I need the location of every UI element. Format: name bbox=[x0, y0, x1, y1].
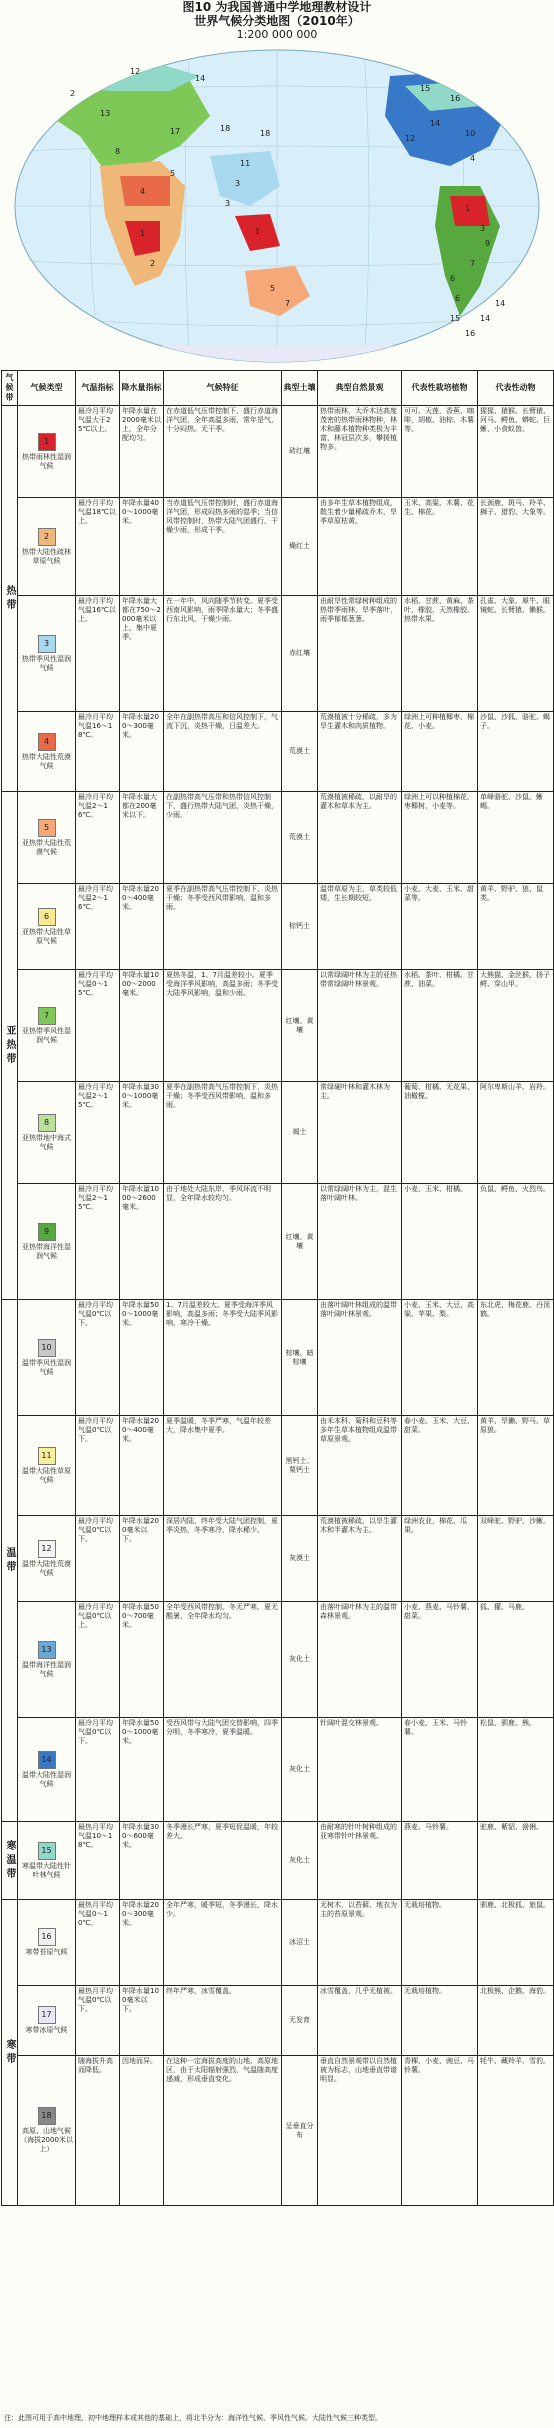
table-row bbox=[2, 792, 554, 884]
temp-cell: 最冷月平均气温0℃以上。 bbox=[76, 1602, 120, 1718]
animal-cell: 黄羊、旱獭、野马、草原狼。 bbox=[478, 1416, 554, 1516]
landscape-cell: 以常绿阔叶林为主的亚热带常绿阔叶林景观。 bbox=[318, 970, 402, 1082]
precip-cell: 年降水量500～1000毫米。 bbox=[120, 1300, 164, 1416]
feature-cell: 夏热冬温，1、7月温差较小。夏季受海洋季风影响，高温多雨；冬季受大陆季风影响，温和少雨。 bbox=[164, 970, 282, 1082]
col-header: 气温指标 bbox=[76, 371, 120, 406]
animal-cell: 负鼠、鳄鱼、火烈鸟。 bbox=[478, 1184, 554, 1300]
animal-cell: 沙鼠、沙狐、骆驼、蝎子。 bbox=[478, 712, 554, 792]
precip-cell: 年降水量大都在750～2000毫米以上，集中夏季。 bbox=[120, 596, 164, 712]
temp-cell: 最冷月平均气温2～16℃。 bbox=[76, 884, 120, 970]
landscape-cell: 由耐旱性常绿树种组成的热带季雨林，旱季落叶，雨季郁郁葱葱。 bbox=[318, 596, 402, 712]
landscape-cell: 无树木，以苔藓、地衣为主的苔原景观。 bbox=[318, 1900, 402, 1986]
feature-cell: 受西风带与大陆气团交替影响，四季分明，冬季寒冷，夏季温暖。 bbox=[164, 1718, 282, 1822]
soil-cell: 棕钙土 bbox=[282, 884, 318, 970]
map-label: 15 bbox=[420, 84, 431, 93]
legend-swatch: 12 bbox=[38, 1540, 56, 1558]
precip-cell: 因地而异。 bbox=[120, 2056, 164, 2206]
feature-cell: 深居内陆，终年受大陆气团控制，夏季炎热，冬季寒冷，降水稀少。 bbox=[164, 1516, 282, 1602]
crop-cell: 小麦、玉米、大豆、高粱、苹果、梨。 bbox=[402, 1300, 478, 1416]
climate-type-name: 温带大陆性草原气候 bbox=[22, 1466, 71, 1484]
landscape-cell: 垂直自然景观带以自然植被为标志，山地垂直带谱明显。 bbox=[318, 2056, 402, 2206]
table-row bbox=[2, 712, 554, 792]
crop-cell: 小麦、大麦、玉米、甜菜等。 bbox=[402, 884, 478, 970]
legend-swatch: 14 bbox=[38, 1751, 56, 1769]
climate-type-cell bbox=[18, 1082, 76, 1184]
table-header-row bbox=[2, 371, 554, 406]
precip-cell: 年降水量400～1000毫米。 bbox=[120, 498, 164, 596]
legend-swatch: 8 bbox=[38, 1114, 56, 1132]
table-row bbox=[2, 884, 554, 970]
legend-swatch: 16 bbox=[38, 1928, 56, 1946]
map-label: 7 bbox=[470, 259, 476, 268]
animal-cell: 北极熊、企鹅、海豹。 bbox=[478, 1986, 554, 2056]
crop-cell: 春小麦、玉米、大豆、甜菜。 bbox=[402, 1416, 478, 1516]
soil-cell: 红壤、黄壤 bbox=[282, 1184, 318, 1300]
feature-cell: 夏季在副热带高气压带控制下，炎热干燥；冬季受西风带影响，温和多雨。 bbox=[164, 884, 282, 970]
climate-zone-cell: 热带 bbox=[2, 406, 18, 792]
temp-cell: 最冷月平均气温2～15℃。 bbox=[76, 1082, 120, 1184]
col-header: 气候特征 bbox=[164, 371, 282, 406]
climate-type-cell bbox=[18, 1516, 76, 1602]
map-label: 2 bbox=[70, 89, 76, 98]
precip-cell: 年降水量200毫米以下。 bbox=[120, 1516, 164, 1602]
landscape-cell: 荒漠植被稀疏，以耐旱的灌木和草本为主。 bbox=[318, 792, 402, 884]
climate-type-cell bbox=[18, 792, 76, 884]
soil-cell: 灰化土 bbox=[282, 1602, 318, 1718]
landscape-cell: 由多年生草本植物组成，散生着少量稀疏乔木，旱季草原枯黄。 bbox=[318, 498, 402, 596]
animal-cell: 单峰骆驼、沙鼠、蜥蜴。 bbox=[478, 792, 554, 884]
climate-table-wrap bbox=[0, 370, 554, 2206]
temp-cell: 最热月平均气温0～10℃。 bbox=[76, 1900, 120, 1986]
animal-cell: 大熊猫、金丝猴、扬子鳄、穿山甲。 bbox=[478, 970, 554, 1082]
feature-cell: 在一年中，风向随季节转变。夏季受西南风影响，雨季降水量大；冬季盛行东北风，干燥少雨。 bbox=[164, 596, 282, 712]
animal-cell: 东北虎、梅花鹿、丹顶鹤。 bbox=[478, 1300, 554, 1416]
soil-cell: 褐土 bbox=[282, 1082, 318, 1184]
animal-cell: 牦牛、藏羚羊、雪豹。 bbox=[478, 2056, 554, 2206]
map-label: 16 bbox=[465, 329, 476, 338]
col-header: 气候类型 bbox=[18, 371, 76, 406]
map-label: 4 bbox=[140, 187, 146, 196]
climate-type-name: 寒温带大陆性针叶林气候 bbox=[22, 1861, 71, 1879]
map-label: 6 bbox=[455, 294, 461, 303]
landscape-cell: 冰雪覆盖，几乎无植被。 bbox=[318, 1986, 402, 2056]
crop-cell: 青稞、小麦、豌豆、马铃薯。 bbox=[402, 2056, 478, 2206]
table-row bbox=[2, 498, 554, 596]
col-header: 代表性栽培植物 bbox=[402, 371, 478, 406]
feature-cell: 夏季在副热带高气压带控制下，炎热干燥；冬季受西风带影响，温和多雨。 bbox=[164, 1082, 282, 1184]
precip-cell: 年降水量500～700毫米。 bbox=[120, 1602, 164, 1718]
precip-cell: 年降水量300～1000毫米。 bbox=[120, 1082, 164, 1184]
climate-type-cell bbox=[18, 1416, 76, 1516]
table-row bbox=[2, 1900, 554, 1986]
map-label: 14 bbox=[480, 314, 491, 323]
feature-cell: 冬季漫长严寒，夏季短促温暖，年较差大。 bbox=[164, 1822, 282, 1900]
crop-cell: 水稻、茶叶、柑橘、甘蔗、油菜。 bbox=[402, 970, 478, 1082]
soil-cell: 砖红壤 bbox=[282, 406, 318, 498]
feature-cell: 全年受西风带控制，冬无严寒，夏无酷暑，全年降水均匀。 bbox=[164, 1602, 282, 1718]
map-label: 3 bbox=[480, 224, 486, 233]
climate-zone-cell: 寒带 bbox=[2, 1900, 18, 2206]
title: 图10 为我国普通中学地理教材设计 bbox=[182, 0, 372, 14]
crop-cell: 绿洲上可以种植棉花、枣椰树、小麦等。 bbox=[402, 792, 478, 884]
map-label: 18 bbox=[260, 129, 271, 138]
map-label: 12 bbox=[405, 134, 416, 143]
map-label: 17 bbox=[170, 127, 181, 136]
map-label: 15 bbox=[450, 314, 461, 323]
map-label: 18 bbox=[220, 124, 231, 133]
legend-swatch: 13 bbox=[38, 1641, 56, 1659]
climate-type-name: 温带大陆性荒漠气候 bbox=[22, 1559, 71, 1577]
precip-cell: 年降水量在2000毫米以上，全年分配均匀。 bbox=[120, 406, 164, 498]
climate-type-cell bbox=[18, 970, 76, 1082]
land-antarctica bbox=[70, 346, 490, 364]
climate-type-cell bbox=[18, 1986, 76, 2056]
animal-cell: 孔雀、大象、犀牛、眼镜蛇、长臂猿、懒猴。 bbox=[478, 596, 554, 712]
legend-swatch: 2 bbox=[38, 528, 56, 546]
table-row bbox=[2, 970, 554, 1082]
map-label: 11 bbox=[240, 159, 251, 168]
soil-cell: 冰沼土 bbox=[282, 1900, 318, 1986]
crop-cell: 绿洲农业，棉花、瓜果。 bbox=[402, 1516, 478, 1602]
map-label: 4 bbox=[470, 154, 476, 163]
precip-cell: 年降水量100毫米以下。 bbox=[120, 1986, 164, 2056]
legend-swatch: 15 bbox=[38, 1842, 56, 1860]
landscape-cell: 针阔叶混交林景观。 bbox=[318, 1718, 402, 1822]
table-row bbox=[2, 1516, 554, 1602]
climate-type-cell bbox=[18, 884, 76, 970]
climate-type-name: 热带大陆性荒漠气候 bbox=[22, 752, 71, 770]
climate-type-name: 热带季风性湿润气候 bbox=[22, 654, 71, 672]
legend-swatch: 10 bbox=[38, 1339, 56, 1357]
legend-swatch: 5 bbox=[38, 819, 56, 837]
landscape-cell: 由落叶阔叶林为主的温带森林景观。 bbox=[318, 1602, 402, 1718]
climate-type-cell bbox=[18, 1184, 76, 1300]
soil-cell: 灰化土 bbox=[282, 1822, 318, 1900]
climate-type-cell bbox=[18, 712, 76, 792]
temp-cell: 最冷月平均气温18℃以上。 bbox=[76, 498, 120, 596]
animal-cell: 驼鹿、紫貂、猞猁。 bbox=[478, 1822, 554, 1900]
map-label: 5 bbox=[270, 284, 276, 293]
landscape-cell: 热带雨林，大乔木达高度茂密的热带雨林物种，林木和藤本植物种类极为丰富，林冠层次多，攀援植物多。 bbox=[318, 406, 402, 498]
soil-cell: 赤红壤 bbox=[282, 596, 318, 712]
feature-cell: 在这种一定海拔高度的山地、高原地区，由于太阳辐射强烈，气温随高度递减，形成垂直变化。 bbox=[164, 2056, 282, 2206]
table-row bbox=[2, 1602, 554, 1718]
climate-type-name: 热带大陆性疏林草原气候 bbox=[22, 547, 71, 565]
map-label: 1 bbox=[140, 229, 146, 238]
col-header: 典型土壤 bbox=[282, 371, 318, 406]
legend-swatch: 6 bbox=[38, 908, 56, 926]
animal-cell: 松鼠、驯鹿、熊。 bbox=[478, 1718, 554, 1822]
map-scale: 1:200 000 000 bbox=[236, 28, 318, 41]
crop-cell: 小麦、燕麦、马铃薯、甜菜。 bbox=[402, 1602, 478, 1718]
temp-cell: 最冷月平均气温16～18℃。 bbox=[76, 712, 120, 792]
table-row bbox=[2, 1184, 554, 1300]
crop-cell: 玉米、高粱、木薯、花生、棉花。 bbox=[402, 498, 478, 596]
climate-zone-cell: 温带 bbox=[2, 1300, 18, 1822]
map-label: 14 bbox=[195, 74, 206, 83]
feature-cell: 1、7月温差较大。夏季受海洋季风影响，高温多雨；冬季受大陆季风影响，寒冷干燥。 bbox=[164, 1300, 282, 1416]
map-label: 14 bbox=[430, 119, 441, 128]
feature-cell: 全年在副热带高压和信风控制下，气流下沉，炎热干燥，日温差大。 bbox=[164, 712, 282, 792]
feature-cell: 终年严寒，冰雪覆盖。 bbox=[164, 1986, 282, 2056]
table-row bbox=[2, 406, 554, 498]
crop-cell: 可可、天莲，香蕉、咖啡，胡椒、油棕、木薯等。 bbox=[402, 406, 478, 498]
precip-cell: 年降水量1000～2600毫米。 bbox=[120, 1184, 164, 1300]
precip-cell: 年降水量200～400毫米。 bbox=[120, 1416, 164, 1516]
climate-type-name: 亚热带大陆性草原气候 bbox=[22, 927, 71, 945]
climate-zone-cell: 亚热带 bbox=[2, 792, 18, 1300]
map-canvas bbox=[10, 36, 544, 364]
map-label: 1 bbox=[465, 204, 471, 213]
subtitle: 世界气候分类地图（2010年） bbox=[194, 14, 360, 28]
animal-cell: 驯鹿、北极狐、旅鼠。 bbox=[478, 1900, 554, 1986]
climate-type-cell bbox=[18, 1900, 76, 1986]
table-row bbox=[2, 596, 554, 712]
climate-type-name: 热带雨林性湿润气候 bbox=[22, 452, 71, 470]
crop-cell: 小麦、玉米、柑橘。 bbox=[402, 1184, 478, 1300]
legend-swatch: 18 bbox=[38, 2107, 56, 2125]
climate-type-name: 高原、山地气候（海拔2000米以上） bbox=[20, 2127, 73, 2153]
climate-type-name: 亚热带大陆性荒漠气候 bbox=[22, 838, 71, 856]
landscape-cell: 温带草原为主，草类较低矮，生长期较短。 bbox=[318, 884, 402, 970]
precip-cell: 年降水量200～300毫米。 bbox=[120, 1900, 164, 1986]
feature-cell: 当赤道低气压带控制时，盛行赤道海洋气团，形成闷热多雨的湿季；当信风带控制时，热带大陆气团盛行，干燥少雨，形成干季。 bbox=[164, 498, 282, 596]
precip-cell: 年降水量500～1000毫米。 bbox=[120, 1718, 164, 1822]
temp-cell: 最冷月平均气温2～15℃。 bbox=[76, 1184, 120, 1300]
climate-type-name: 温带季风性湿润气候 bbox=[22, 1358, 71, 1376]
temp-cell: 最冷月平均气温16℃以上。 bbox=[76, 596, 120, 712]
map-label: 13 bbox=[100, 109, 111, 118]
map-label: 16 bbox=[450, 94, 461, 103]
map-label: 12 bbox=[130, 67, 141, 76]
map-label: 8 bbox=[115, 147, 121, 156]
map-label: 3 bbox=[235, 179, 241, 188]
climate-type-cell bbox=[18, 1300, 76, 1416]
legend-swatch: 1 bbox=[38, 433, 56, 451]
col-header: 典型自然景观 bbox=[318, 371, 402, 406]
climate-type-name: 寒带苔原气候 bbox=[25, 1948, 68, 1956]
feature-cell: 在赤道低气压带控制下，盛行赤道海洋气团，全年高温多雨，常年是气，十分闷热。无干季。 bbox=[164, 406, 282, 498]
table-row bbox=[2, 1082, 554, 1184]
legend-swatch: 11 bbox=[38, 1447, 56, 1465]
crop-cell: 无栽培植物。 bbox=[402, 1986, 478, 2056]
precip-cell: 年降水量200～400毫米。 bbox=[120, 884, 164, 970]
climate-type-cell bbox=[18, 596, 76, 712]
legend-swatch: 3 bbox=[38, 635, 56, 653]
climate-type-cell bbox=[18, 1822, 76, 1900]
crop-cell: 燕麦、马铃薯。 bbox=[402, 1822, 478, 1900]
col-header: 降水量指标 bbox=[120, 371, 164, 406]
soil-cell: 荒漠土 bbox=[282, 712, 318, 792]
temp-cell: 随海拔升高而降低。 bbox=[76, 2056, 120, 2206]
precip-cell: 年降水量200～300毫米。 bbox=[120, 712, 164, 792]
table-row bbox=[2, 2056, 554, 2206]
climate-type-name: 亚热带地中海式气候 bbox=[22, 1133, 71, 1151]
crop-cell: 水稻、甘蔗、黄麻、茶叶、橡胶、天然橡胶、热带水果。 bbox=[402, 596, 478, 712]
animal-cell: 狐、獾、马鹿。 bbox=[478, 1602, 554, 1718]
precip-cell: 年降水量大都在200毫米以下。 bbox=[120, 792, 164, 884]
soil-cell: 燥红土 bbox=[282, 498, 318, 596]
climate-table bbox=[1, 370, 554, 2206]
climate-type-cell bbox=[18, 1718, 76, 1822]
climate-type-cell bbox=[18, 2056, 76, 2206]
page-header bbox=[0, 0, 554, 41]
temp-cell: 最冷月平均气温大于25℃以上。 bbox=[76, 406, 120, 498]
feature-cell: 在副热带高气压带和热带信风控制下，盛行热带大陆气团，炎热干燥，少雨。 bbox=[164, 792, 282, 884]
table-row bbox=[2, 1986, 554, 2056]
landscape-cell: 荒漠植被稀疏，以旱生灌木和半灌木为主。 bbox=[318, 1516, 402, 1602]
table-row bbox=[2, 1718, 554, 1822]
climate-type-cell bbox=[18, 1602, 76, 1718]
temp-cell: 最热月平均气温0℃以下。 bbox=[76, 1986, 120, 2056]
soil-cell: 黑钙土、栗钙土 bbox=[282, 1416, 318, 1516]
soil-cell: 无发育 bbox=[282, 1986, 318, 2056]
landscape-cell: 荒漠植被十分稀疏，多为旱生灌木和肉质植物。 bbox=[318, 712, 402, 792]
landscape-cell: 由落叶阔叶林组成的温带落叶阔叶林景观。 bbox=[318, 1300, 402, 1416]
animal-cell: 阿尔卑斯山羊、岩羚。 bbox=[478, 1082, 554, 1184]
crop-cell: 绿洲上可种植椰枣、棉花、小麦。 bbox=[402, 712, 478, 792]
col-header: 气候带 bbox=[2, 371, 18, 406]
temp-cell: 最冷月平均气温0℃以下。 bbox=[76, 1718, 120, 1822]
temp-cell: 最冷月平均气温0～15℃。 bbox=[76, 970, 120, 1082]
temp-cell: 最冷月平均气温0℃以下。 bbox=[76, 1416, 120, 1516]
soil-cell: 棕壤、暗棕壤 bbox=[282, 1300, 318, 1416]
animal-cell: 猩猩、猿猴、长臂猿、河马、鳄鱼、蟒蛇、巨蜥、小食蚁兽。 bbox=[478, 406, 554, 498]
climate-type-cell bbox=[18, 406, 76, 498]
feature-cell: 全年严寒，暖季短，冬季漫长，降水少。 bbox=[164, 1900, 282, 1986]
soil-cell: 呈垂直分布 bbox=[282, 2056, 318, 2206]
animal-cell: 双峰驼、野驴、沙蜥。 bbox=[478, 1516, 554, 1602]
precip-cell: 年降水量1000～2000毫米。 bbox=[120, 970, 164, 1082]
map-label: 2 bbox=[150, 259, 156, 268]
map-label: 9 bbox=[485, 239, 491, 248]
world-climate-map bbox=[10, 36, 544, 364]
landscape-cell: 由禾本科、菊科和豆科等多年生草本植物组成温带草原景观。 bbox=[318, 1416, 402, 1516]
col-header: 代表性动物 bbox=[478, 371, 554, 406]
map-label: 14 bbox=[495, 299, 506, 308]
legend-swatch: 4 bbox=[38, 733, 56, 751]
soil-cell: 荒漠土 bbox=[282, 792, 318, 884]
climate-type-name: 亚热带季风性湿润气候 bbox=[22, 1026, 71, 1044]
legend-swatch: 9 bbox=[38, 1223, 56, 1241]
soil-cell: 红壤、黄壤 bbox=[282, 970, 318, 1082]
climate-type-cell bbox=[18, 498, 76, 596]
map-label: 6 bbox=[450, 274, 456, 283]
landscape-cell: 由耐寒的针叶树种组成的亚寒带针叶林景观。 bbox=[318, 1822, 402, 1900]
animal-cell: 黄羊、野驴、狼、鼠类。 bbox=[478, 884, 554, 970]
crop-cell: 无栽培植物。 bbox=[402, 1900, 478, 1986]
crop-cell: 葡萄、柑橘、无花果、油橄榄。 bbox=[402, 1082, 478, 1184]
map-label: 7 bbox=[285, 299, 291, 308]
climate-zone-cell: 寒温带 bbox=[2, 1822, 18, 1900]
climate-type-name: 温带大陆性湿润气候 bbox=[22, 1770, 71, 1788]
map-label: 5 bbox=[170, 169, 176, 178]
crop-cell: 春小麦、玉米、马铃薯。 bbox=[402, 1718, 478, 1822]
table-row bbox=[2, 1300, 554, 1416]
feature-cell: 由于地处大陆东岸，季风环流不明显，全年降水较均匀。 bbox=[164, 1184, 282, 1300]
legend-swatch: 7 bbox=[38, 1007, 56, 1025]
soil-cell: 灰漠土 bbox=[282, 1516, 318, 1602]
map-label: 1 bbox=[255, 227, 261, 236]
climate-table-body bbox=[2, 406, 554, 2206]
legend-swatch: 17 bbox=[38, 2006, 56, 2024]
soil-cell: 灰化土 bbox=[282, 1718, 318, 1822]
climate-type-name: 寒带冰原气候 bbox=[25, 2026, 68, 2034]
precip-cell: 年降水量300～600毫米。 bbox=[120, 1822, 164, 1900]
temp-cell: 最冷月平均气温2～16℃。 bbox=[76, 792, 120, 884]
climate-type-name: 温带海洋性湿润气候 bbox=[22, 1660, 71, 1678]
map-label: 10 bbox=[465, 129, 476, 138]
table-row bbox=[2, 1416, 554, 1516]
feature-cell: 夏季温暖，冬季严寒，气温年较差大，降水集中夏季。 bbox=[164, 1416, 282, 1516]
temp-cell: 最冷月平均气温0℃以下。 bbox=[76, 1516, 120, 1602]
landscape-cell: 以常绿阔叶林为主，混生落叶阔叶林。 bbox=[318, 1184, 402, 1300]
climate-type-name: 亚热带海洋性湿润气候 bbox=[22, 1242, 71, 1260]
table-row bbox=[2, 1822, 554, 1900]
temp-cell: 最冷月平均气温0℃以下。 bbox=[76, 1300, 120, 1416]
map-label: 3 bbox=[225, 199, 231, 208]
footnote: 注：此图可用于高中地理、初中地理样本或其他的基础上，将北半分为：海洋性气候、季风性气候、大陆性气候三种类型。 bbox=[4, 2414, 382, 2422]
temp-cell: 最热月平均气温10～18℃。 bbox=[76, 1822, 120, 1900]
animal-cell: 长颈鹿、斑马、羚羊、狮子、猎豹、大象等。 bbox=[478, 498, 554, 596]
landscape-cell: 常绿硬叶林和灌木林为主。 bbox=[318, 1082, 402, 1184]
